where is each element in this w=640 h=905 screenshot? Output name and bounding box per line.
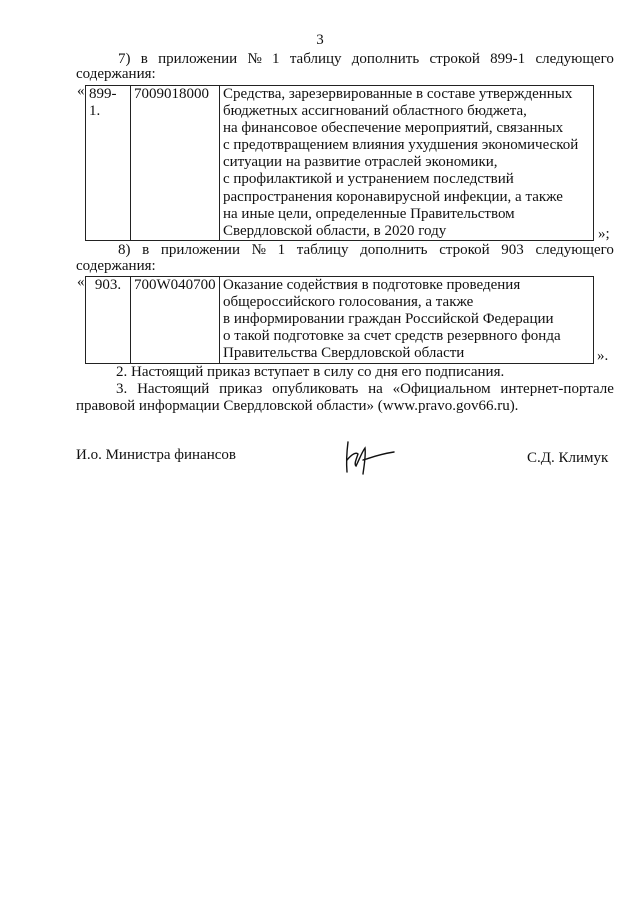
- item7-line2: содержания:: [76, 66, 156, 82]
- handwritten-signature: [342, 438, 402, 478]
- row2-description: Оказание содействия в подготовке проведения общероссийского голосования, а также в информировании граждан Российской Федерации о такой подготовке за счет средств резервного фонда Правительства Свердловской области: [220, 277, 594, 364]
- row1-open-quote: «: [77, 83, 85, 99]
- paragraph-3-line2: правовой информации Свердловской области» (www.pravo.gov66.ru).: [76, 398, 519, 414]
- page-number: 3: [316, 32, 324, 48]
- table-row-899-1: [85, 85, 594, 241]
- paragraph-3-line1: 3. Настоящий приказ опубликовать на «Официальном интернет-портале: [116, 381, 614, 397]
- row2-code: 700W040700: [131, 277, 220, 364]
- row1-close-quote: »;: [598, 226, 610, 242]
- row2-close-quote: ».: [597, 348, 609, 364]
- row1-number: 899-1.: [86, 86, 131, 241]
- paragraph-2: 2. Настоящий приказ вступает в силу со дня его подписания.: [116, 364, 505, 380]
- item7-line1: 7) в приложении № 1 таблицу дополнить строкой 899-1 следующего: [118, 51, 614, 67]
- item8-line1: 8) в приложении № 1 таблицу дополнить строкой 903 следующего: [118, 242, 614, 258]
- row1-description: Средства, зарезервированные в составе утвержденных бюджетных ассигнований областного бюджета, на финансовое обеспечение мероприятий, связанных с предотвращением влияния ухудшения экономической ситуации на развитие отраслей экономики, с профилактикой и устранением последствий распространения коронавирусной инфекции, а также на иные цели, определенные Правительством Свердловской области, в 2020 году: [220, 86, 594, 241]
- row2-number: 903.: [86, 277, 131, 364]
- signatory-position: И.о. Министра финансов: [76, 447, 237, 463]
- signatory-name: С.Д. Климук: [527, 450, 609, 466]
- table-row-903: [85, 276, 594, 364]
- row2-open-quote: «: [77, 274, 85, 290]
- row1-code: 7009018000: [131, 86, 220, 241]
- item8-line2: содержания:: [76, 258, 156, 274]
